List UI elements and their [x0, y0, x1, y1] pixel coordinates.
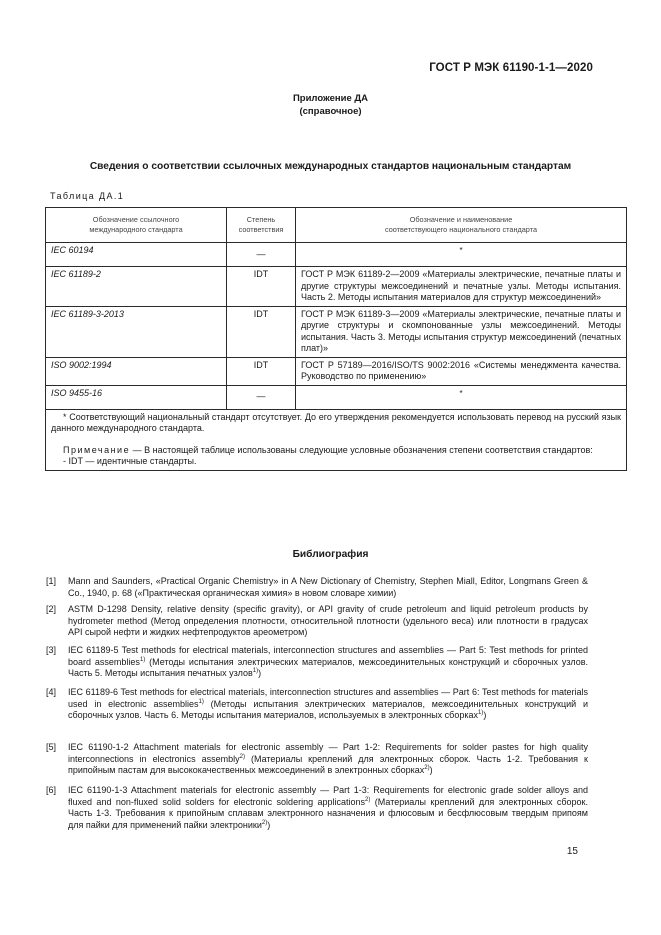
cell-standard: IEC 60194: [46, 243, 227, 267]
bib-text: IEC 61189-6 Test methods for electrical materials, interconnection structures and assemblies — Part 6: Test methods for materials used in electronic assemblies$^{1)}$ (Методы испытания электрических материалов, межсоединительных конструкций и сборочных узлов. Часть 6. Методы испытания материалов, используемых в электронных сборках$^{1)}$): [68, 687, 589, 721]
bib-text: IEC 61190-1-2 Attachment materials for electronic assembly — Part 1-2: Requirements for solder pastes for high quality interconnections in electronics assembly$^{2)}$ (Материалы креплений для электронных сборок. Часть 1-2. Требования к припойным пастам для высококачественных межсоединений в электронных сборках$^{2)}$): [68, 742, 588, 776]
bib-number: [4]: [46, 687, 57, 697]
page-number: 15: [566, 846, 578, 857]
note-text: — В настоящей таблице использованы следующие условные обозначения степени соответствия стандартов:: [130, 444, 593, 455]
table-footnote: * Соответствующий национальный стандарт отсутствует. До его утверждения рекомендуется использовать перевод на русский язык данного международного стандарта.: [51, 411, 621, 433]
bib-number: [3]: [46, 645, 57, 655]
cell-standard: ISO 9002:1994: [46, 357, 227, 385]
cell-national: ГОСТ Р 57189—2016/ISO/TS 9002:2016 «Системы менеджмента качества. Руководство по применению»: [296, 357, 627, 385]
cell-national: ГОСТ Р МЭК 61189-2—2009 «Материалы электрические, печатные платы и другие структуры межсоединений и печатные узлы. Методы испытания. Часть 2. Методы испытания материалов для структур межсоединений»: [296, 267, 627, 307]
note-label: Примечание: [63, 444, 131, 455]
cell-degree: —: [227, 243, 296, 267]
standards-table: [45, 207, 627, 471]
bib-number: [1]: [46, 576, 57, 586]
table-footnote-row: [46, 409, 627, 470]
cell-standard: ISO 9455-16: [46, 385, 227, 409]
cell-standard: IEC 61189-2: [46, 267, 227, 307]
cell-degree: IDT: [227, 306, 296, 357]
bib-number: [5]: [46, 742, 57, 752]
table-note: [51, 445, 621, 457]
table-row: [46, 267, 627, 307]
cell-degree: —: [227, 385, 296, 409]
cell-degree: IDT: [227, 267, 296, 307]
column-header-standard: Обозначение ссылочного международного стандарта: [46, 208, 227, 243]
bib-number: [6]: [46, 785, 57, 795]
bib-text: ASTM D-1298 Density, relative density (specific gravity), or API gravity of crude petroleum and liquid petroleum products by hydrometer method (Метод определения плотности, относительной плотности (удельного веса) или плотности в градусах API сырой нефти и жидких нефтепродуктов ареометром): [68, 604, 588, 638]
column-header-national: Обозначение и наименование соответствующего национального стандарта: [296, 208, 627, 243]
cell-national: ГОСТ Р МЭК 61189-3—2009 «Материалы электрические, печатные платы и другие структуры и скомпонованные узлы межсоединений. Методы испытания. Часть 3. Методы испытания структур межсоединений (печатных плат)»: [296, 306, 627, 357]
document-code: ГОСТ Р МЭК 61190-1-1—2020: [429, 62, 593, 74]
bibliography-item: [46, 645, 588, 680]
annex-title: Приложение ДА: [292, 93, 369, 104]
table-row: [46, 385, 627, 409]
bibliography-item: [46, 604, 588, 639]
table-footnote-cell: [46, 409, 627, 470]
bibliography-title: Библиография: [292, 549, 369, 560]
table-label: Таблица ДА.1: [50, 191, 125, 201]
bib-number: [2]: [46, 604, 57, 614]
table-row: [46, 357, 627, 385]
cell-national: *: [296, 385, 627, 409]
table-row: [46, 306, 627, 357]
bib-text: IEC 61189-5 Test methods for electrical materials, interconnection structures and assemblies — Part 5: Test methods for printed board assemblies$^{1)}$ (Методы испытания электрических материалов, межсоединительных конструкций и сборочных узлов. Часть 5. Методы испытания печатных узлов$^{1)}$): [68, 645, 588, 679]
bibliography-item: [46, 687, 588, 722]
table-note-item: - IDT — идентичные стандарты.: [63, 456, 197, 466]
column-header-degree: Степень соответствия: [227, 208, 296, 243]
bibliography-item: [46, 785, 588, 831]
bibliography-item: [46, 576, 588, 599]
table-header-row: [46, 208, 627, 243]
annex-subtitle: (справочное): [299, 106, 362, 117]
cell-national: *: [296, 243, 627, 267]
bib-text: IEC 61190-1-3 Attachment materials for electronic assembly — Part 1-3: Requirements for electronic grade solder alloys and fluxed and non-fluxed solid solders for electronic soldering applications$^{2)}$ (Материалы креплений для электронных сборок. Часть 1-3. Требования к припойным сплавам электронного назначения и флюсовым и бесфлюсовым твердым припоям для пайки для применений пайки электроники$^{2)}$): [68, 785, 588, 830]
table-row: [46, 243, 627, 267]
cell-standard: IEC 61189-3-2013: [46, 306, 227, 357]
bibliography-item: [46, 742, 588, 777]
section-title: Сведения о соответствии ссылочных международных стандартов национальным стандартам: [89, 161, 572, 172]
bib-text: Mann and Saunders, «Practical Organic Chemistry» in A New Dictionary of Chemistry, Stephen Miall, Editor, Longmans Green & Co., 1940, p. 68 («Практическая органическая химия» в новом словаре химии): [68, 576, 588, 598]
cell-degree: IDT: [227, 357, 296, 385]
